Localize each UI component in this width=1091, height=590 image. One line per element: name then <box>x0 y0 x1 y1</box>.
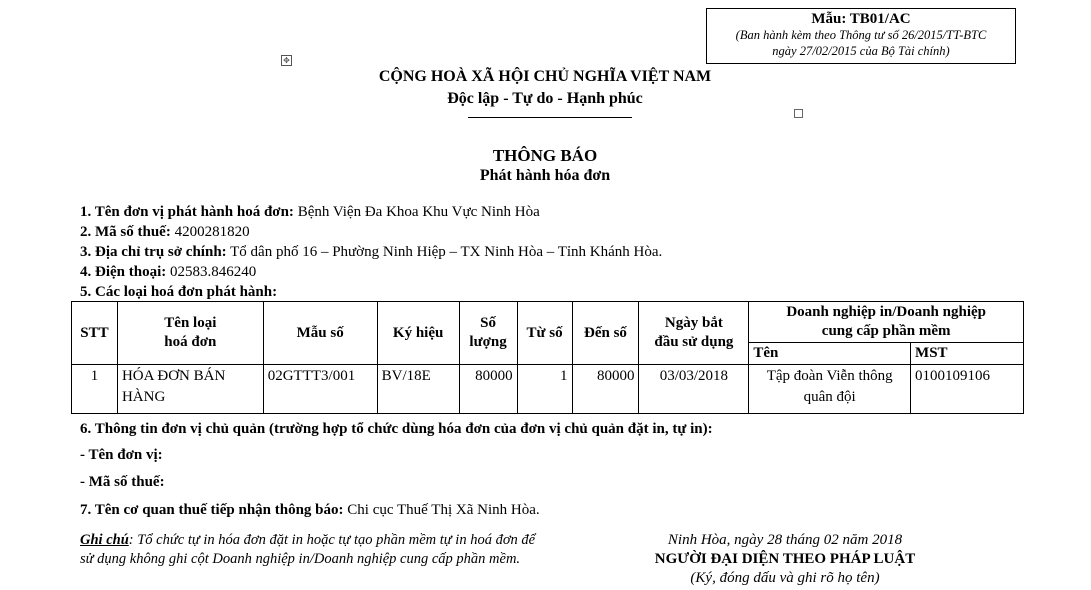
header-provider-name: Tên <box>749 343 911 365</box>
field-issuer-name <box>80 204 540 221</box>
cell-symbol: BV/18E <box>377 365 459 414</box>
header-provider-l1: Doanh nghiệp in/Doanh nghiệp <box>786 304 986 320</box>
form-code-box <box>706 8 1016 64</box>
header-template: Mẫu số <box>263 302 377 365</box>
section7 <box>80 502 540 519</box>
section6-tax-code: - Mã số thuế: <box>80 474 165 490</box>
form-code: Mẫu: TB01/AC <box>811 11 911 27</box>
cell-provider-name: Tập đoàn Viễn thông quân đội <box>749 365 911 414</box>
signature-instruction: (Ký, đóng dấu và ghi rõ họ tên) <box>690 570 880 586</box>
header-from-number: Từ số <box>517 302 572 365</box>
section6-heading: 6. Thông tin đơn vị chủ quản (trường hợp tổ chức dùng hóa đơn của đơn vị chủ quản đặt in, tự in): <box>80 421 713 437</box>
cell-from-number: 1 <box>517 365 572 414</box>
footnote <box>80 531 550 569</box>
header-start-date <box>639 302 749 365</box>
footnote-text: : Tổ chức tự in hóa đơn đặt in hoặc tự tạo phần mềm tự in hoá đơn để sử dụng không ghi cột Doanh nghiệp in/Doanh nghiệp cung cấp phần mềm. <box>80 532 536 567</box>
section6-unit-name: - Tên đơn vị: <box>80 447 163 463</box>
field-invoice-types-label: 5. Các loại hoá đơn phát hành: <box>80 284 278 300</box>
field-invoice-types <box>80 284 277 301</box>
header-provider-l2: cung cấp phần mềm <box>821 323 951 339</box>
header-invoice-type-l2: hoá đơn <box>164 334 217 350</box>
signature-title: NGƯỜI ĐẠI DIỆN THEO PHÁP LUẬT <box>654 551 916 567</box>
header-quantity <box>459 302 517 365</box>
cell-invoice-type: HÓA ĐƠN BÁN HÀNG <box>117 365 263 414</box>
footnote-label: Ghi chú <box>80 532 129 548</box>
header-quantity-l2: lượng <box>469 334 507 350</box>
table-row <box>72 365 1024 414</box>
cell-to-number: 80000 <box>572 365 639 414</box>
cell-template: 02GTTT3/001 <box>263 365 377 414</box>
field-phone-value: 02583.846240 <box>166 264 257 280</box>
document-subtitle: Phát hành hóa đơn <box>479 167 611 184</box>
header-stt: STT <box>72 302 118 365</box>
document-title: THÔNG BÁO <box>492 146 598 165</box>
section7-value: Chi cục Thuế Thị Xã Ninh Hòa. <box>343 502 540 518</box>
motto-heading: Độc lập - Tự do - Hạnh phúc <box>447 90 643 107</box>
resize-handle-icon[interactable] <box>794 109 803 118</box>
cell-start-date: 03/03/2018 <box>639 365 749 414</box>
field-address-value: Tổ dân phố 16 – Phường Ninh Hiệp – TX Ninh Hòa – Tỉnh Khánh Hòa. <box>226 244 663 260</box>
cell-provider-tax: 0100109106 <box>911 365 1024 414</box>
header-invoice-type-l1: Tên loại <box>164 315 217 331</box>
field-issuer-name-value: Bệnh Viện Đa Khoa Khu Vực Ninh Hòa <box>293 204 540 220</box>
cell-quantity: 80000 <box>459 365 517 414</box>
header-quantity-l1: Số <box>480 315 497 331</box>
invoice-table <box>71 301 1024 414</box>
country-heading: CỘNG HOÀ XÃ HỘI CHỦ NGHĨA VIỆT NAM <box>378 68 712 85</box>
header-symbol: Ký hiệu <box>377 302 459 365</box>
signature-place-date: Ninh Hòa, ngày 28 tháng 02 năm 2018 <box>667 532 903 548</box>
field-address-label: 3. Địa chỉ trụ sở chính: <box>80 244 227 260</box>
header-provider-tax: MST <box>911 343 1024 365</box>
section7-label: 7. Tên cơ quan thuế tiếp nhận thông báo: <box>80 502 344 518</box>
field-address <box>80 244 662 261</box>
header-provider <box>749 302 1024 343</box>
table-move-handle-icon[interactable]: ✥ <box>281 55 292 66</box>
header-to-number: Đến số <box>572 302 639 365</box>
cell-stt: 1 <box>72 365 118 414</box>
field-tax-code-label: 2. Mã số thuế: <box>80 224 171 240</box>
field-issuer-name-label: 1. Tên đơn vị phát hành hoá đơn: <box>80 204 294 220</box>
header-start-date-l1: Ngày bắt <box>664 315 723 331</box>
header-start-date-l2: đầu sử dụng <box>654 334 734 350</box>
form-issued-line2: ngày 27/02/2015 của Bộ Tài chính) <box>772 44 950 58</box>
field-tax-code-value: 4200281820 <box>170 224 250 240</box>
field-phone-label: 4. Điện thoại: <box>80 264 167 280</box>
form-issued-line1: (Ban hành kèm theo Thông tư số 26/2015/TT-BTC <box>735 28 987 42</box>
header-underline <box>468 117 632 118</box>
header-invoice-type <box>117 302 263 365</box>
field-tax-code <box>80 224 250 241</box>
field-phone <box>80 264 256 281</box>
